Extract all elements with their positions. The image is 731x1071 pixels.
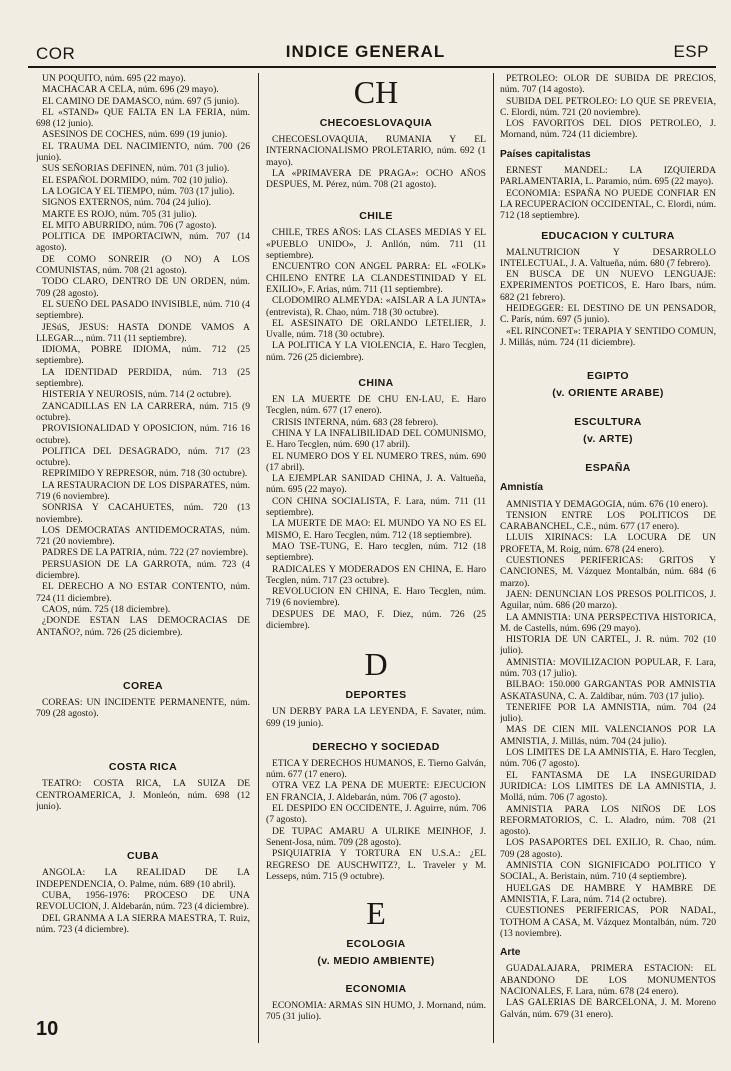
index-entry: TEATRO: COSTA RICA, LA SUIZA DE CENTROAMERICA, J. Monleón, núm. 698 (12 junio). — [36, 778, 250, 813]
spacer — [266, 631, 486, 645]
index-entry: DESPUES DE MAO, F. Diez, núm. 726 (25 diciembre). — [266, 608, 486, 631]
page-number: 10 — [36, 1018, 59, 1040]
section-see-also: (v. ARTE) — [583, 433, 633, 446]
index-entry: HUELGAS DE HAMBRE Y HAMBRE DE AMNISTIA, F. Lara, núm. 714 (2 octubre). — [500, 882, 716, 905]
spacer — [36, 812, 250, 842]
index-entry: DEL GRANMA A LA SIERRA MAESTRA, T. Ruiz, núm. 723 (4 diciembre). — [36, 912, 250, 935]
column-divider-2 — [493, 73, 494, 1043]
index-entry: PERSUASION DE LA GARROTA, núm. 723 (4 diciembre). — [36, 558, 250, 582]
spacer — [500, 404, 716, 408]
index-entry: PROVISIONALIDAD Y OPOSICION, núm. 716 16 octubre). — [36, 423, 250, 446]
section-heading: EGIPTO — [587, 370, 629, 383]
index-entry: EN LA MUERTE DE CHU EN-LAU, E. Haro Tecglen, núm. 677 (17 enero). — [266, 394, 486, 417]
index-entry: EL DESPIDO EN OCCIDENTE, J. Aguirre, núm. 706 (7 agosto). — [266, 803, 486, 826]
spacer — [266, 972, 486, 975]
index-entry: MACHACAR A CELA, núm. 696 (29 mayo). — [42, 84, 219, 96]
spacer — [266, 190, 486, 202]
header-rule — [28, 66, 716, 68]
index-entry: ENCUENTRO CON ANGEL PARRA: EL «FOLK» CHILENO ENTRE LA CLANDESTINIDAD Y EL EXILIO», F. Arias, núm. 711 (11 septiembre). — [266, 261, 486, 295]
section-heading: CHILE — [359, 210, 393, 223]
index-entry: EL MITO ABURRIDO, núm. 706 (7 agosto). — [42, 219, 217, 231]
spacer — [500, 450, 716, 454]
index-entry: EL SUEÑO DEL PASADO INVISIBLE, núm. 710 (4 septiembre). — [36, 298, 250, 322]
index-entry: UN POQUITO, núm. 695 (22 mayo). — [42, 73, 186, 84]
section-heading: DEPORTES — [345, 689, 407, 702]
index-entry: LA POLITICA Y LA VIOLENCIA, E. Haro Tecglen, núm. 726 (25 diciembre). — [266, 340, 486, 363]
section-heading: CHECOESLOVAQUIA — [319, 117, 433, 129]
index-entry: AMNISTIA CON SIGNIFICADO POLITICO Y SOCIAL, A. Beristain, núm. 710 (4 septiembre). — [500, 860, 716, 883]
index-entry: MAS DE CIEN MIL VALENCIANOS POR LA AMNISTIA, J. Millás, núm. 704 (24 julio). — [500, 724, 716, 747]
index-entry: MAO TSE-TUNG, E. Haro tecglen, núm. 712 (18 septiembre). — [266, 540, 486, 564]
index-entry: LA IDENTIDAD PERDIDA, núm. 713 (25 septiembre). — [36, 366, 250, 390]
index-entry: EL CAMINO DE DAMASCO, núm. 697 (5 junio). — [42, 95, 240, 107]
index-entry: RADICALES Y MODERADOS EN CHINA, E. Haro Tecglen, núm. 717 (23 octubre). — [266, 563, 486, 586]
index-entry: EL ESPAÑOL DORMIDO, núm. 702 (10 julio). — [42, 174, 228, 186]
index-entry: EL ASESINATO DE ORLANDO LETELIER, J. Uvalle, núm. 718 (30 octubre). — [266, 317, 486, 341]
column-divider-1 — [258, 73, 259, 1043]
header-title: INDICE GENERAL — [285, 42, 446, 61]
section-heading: ESPAÑA — [585, 462, 631, 475]
index-entry: TENERIFE POR LA AMNISTIA, núm. 704 (24 julio). — [500, 701, 716, 725]
index-entry: CUBA, 1956-1976: PROCESO DE UNA REVOLUCION, J. Aldebarán, núm. 723 (4 diciembre). — [36, 889, 250, 913]
index-entry: CUESTIONES PERIFERICAS: GRITOS Y CANCIONES, M. Vázquez Montalbán, núm. 684 (6 marzo). — [500, 555, 716, 589]
index-entry: SIGNOS EXTERNOS, núm. 704 (24 julio). — [42, 197, 211, 209]
letter-heading: E — [366, 895, 386, 932]
section-heading: DERECHO Y SOCIEDAD — [312, 740, 440, 753]
subsection-heading: Países capitalistas — [500, 148, 591, 160]
index-entry: JAEN: DENUNCIAN LOS PRESOS POLITICOS, J. Aguilar, núm. 686 (20 marzo). — [500, 588, 716, 612]
index-entry: LA «PRIMAVERA DE PRAGA»: OCHO AÑOS DESPUES, M. Pérez, núm. 708 (21 agosto). — [266, 167, 486, 191]
index-entry: ECONOMIA: ESPAÑA NO PUEDE CONFIAR EN LA RECUPERACION OCCIDENTAL, C. Elordi, núm. 712 (18 septiembre). — [500, 187, 716, 222]
index-entry: LAS GALERIAS DE BARCELONA, J. M. Moreno Galván, núm. 679 (31 enero). — [500, 997, 716, 1020]
index-entry: SUS SEÑORIAS DEFINEN, núm. 701 (3 julio). — [42, 163, 230, 175]
index-entry: SUBIDA DEL PETROLEO: LO QUE SE PREVEIA, C. Elordi, núm. 721 (20 noviembre). — [500, 95, 716, 118]
index-entry: BILBAO: 150.000 GARGANTAS POR AMNISTIA ASKATASUNA, C. A. Zaldíbar, núm. 703 (17 julio). — [500, 679, 716, 702]
index-entry: COREAS: UN INCIDENTE PERMANENTE, núm. 709 (28 agosto). — [36, 696, 250, 720]
index-entry: JESúS, JESUS: HASTA DONDE VAMOS A LLEGAR..., núm. 711 (11 septiembre). — [36, 321, 250, 344]
subsection-heading: Amnistía — [500, 482, 544, 494]
spacer — [266, 363, 486, 369]
index-entry: POLITICA DEL DESAGRADO, núm. 717 (23 octubre). — [36, 445, 250, 469]
section-heading: CUBA — [127, 850, 159, 863]
index-entry: PSIQUIATRIA Y TORTURA EN U.S.A.: ¿EL REGRESO DE AUSCHWITZ?, L. Traveler y M. Lesseps, núm. 715 (9 octubre). — [266, 848, 486, 882]
index-entry: CUESTIONES PERIFERICAS, POR NADAL, TOTHOM A CASA, M. Vázquez Montalbán, núm. 720 (13 noviembre). — [500, 905, 716, 939]
index-entry: OTRA VEZ LA PENA DE MUERTE: EJECUCION EN FRANCIA, J. Aldebarán, núm. 706 (7 agosto). — [266, 780, 486, 803]
index-entry: EL «STAND» QUE FALTA EN LA FERIA, núm. 698 (12 junio). — [36, 106, 250, 130]
spacer — [266, 882, 486, 894]
index-entry: EL NUMERO DOS Y EL NUMERO TRES, núm. 690 (17 abril). — [266, 450, 486, 473]
index-entry: REVOLUCION EN CHINA, E. Haro Tecglen, núm. 719 (6 noviembre). — [266, 586, 486, 609]
index-entry: PADRES DE LA PATRIA, núm. 722 (27 noviembre). — [42, 547, 249, 559]
index-entry: AMNISTIA PARA LOS NIÑOS DE LOS REFORMATORIOS, C. L. Aladro, núm. 708 (21 agosto). — [500, 803, 716, 838]
index-entry: HEIDEGGER: EL DESTINO DE UN PENSADOR, C. París, núm. 697 (5 junio). — [500, 303, 716, 326]
letter-heading: D — [364, 646, 388, 683]
index-entry: HISTORIA DE UN CARTEL, J. R. núm. 702 (10 julio). — [500, 634, 716, 657]
index-entry: LOS FAVORITOS DEL DIOS PETROLEO, J. Mornand, núm. 724 (11 diciembre). — [500, 118, 716, 141]
index-entry: CAOS, núm. 725 (18 diciembre). — [42, 603, 171, 615]
index-entry: DE TUPAC AMARU A ULRIKE MEINHOF, J. Senent-Josa, núm. 709 (28 agosto). — [266, 825, 486, 848]
section-heading: ESCULTURA — [574, 416, 642, 429]
index-entry: LA RESTAURACION DE LOS DISPARATES, núm. 719 (6 noviembre). — [36, 479, 250, 502]
column-2 — [266, 73, 486, 1043]
index-entry: PETROLEO: OLOR DE SUBIDA DE PRECIOS, núm. 707 (14 agosto). — [500, 73, 716, 96]
section-heading: COREA — [123, 679, 163, 692]
header-right: ESP — [673, 42, 709, 61]
spacer — [36, 719, 250, 753]
spacer — [266, 729, 486, 733]
index-entry: GUADALAJARA, PRIMERA ESTACION: EL ABANDONO DE LOS MONUMENTOS NACIONALES, F. Lara, núm. 678 (24 enero). — [500, 963, 716, 997]
index-entry: LOS PASAPORTES DEL EXILIO, R. Chao, núm. 709 (28 agosto). — [500, 837, 716, 860]
index-entry: ETICA Y DERECHOS HUMANOS, E. Tierno Galván, núm. 677 (17 enero). — [266, 757, 486, 781]
index-entry: ANGOLA: LA REALIDAD DE LA INDEPENDENCIA, O. Palme, núm. 689 (10 abril). — [36, 867, 250, 890]
index-entry: SONRISA Y CACAHUETES, núm. 720 (13 noviembre). — [36, 502, 250, 525]
section-heading: EDUCACION Y CULTURA — [541, 229, 675, 242]
index-entry: ECONOMIA: ARMAS SIN HUMO, J. Mornand, núm. 705 (31 julio). — [266, 1000, 486, 1023]
index-entry: HISTERIA Y NEUROSIS, núm. 714 (2 octubre). — [42, 389, 232, 401]
index-entry: UN DERBY PARA LA LEYENDA, F. Savater, núm. 699 (19 junio). — [266, 706, 486, 729]
section-see-also: (v. MEDIO AMBIENTE) — [317, 955, 435, 968]
index-entry: LA LOGICA Y EL TIEMPO, núm. 703 (17 julio). — [42, 185, 235, 197]
index-entry: DE COMO SONREIR (O NO) A LOS COMUNISTAS, núm. 708 (21 agosto). — [36, 253, 250, 277]
index-entry: TODO CLARO, DENTRO DE UN ORDEN, núm. 709 (28 agosto). — [36, 276, 250, 299]
index-entry: LOS LIMITES DE LA AMNISTIA, E. Haro Tecglen, núm. 706 (7 agosto). — [500, 747, 716, 770]
index-entry: LA MUERTE DE MAO: EL MUNDO YA NO ES EL MISMO, E. Haro Tecglen, núm. 712 (18 septiembre). — [266, 518, 486, 541]
index-entry: EL TRAUMA DEL NACIMIENTO, núm. 700 (26 junio). — [36, 140, 250, 164]
index-entry: REPRIMIDO Y REPRESOR, núm. 718 (30 octubre). — [42, 468, 248, 480]
index-entry: «EL RINCONET»: TERAPIA Y SENTIDO COMUN, J. Millás, núm. 724 (11 diciembre). — [500, 325, 716, 348]
index-entry: TENSION ENTRE LOS POLITICOS DE CARABANCHEL, C.E., núm. 677 (17 enero). — [500, 509, 716, 533]
section-heading: ECONOMIA — [345, 983, 407, 996]
index-entry: CHILE, TRES AÑOS: LAS CLASES MEDIAS Y EL «PUEBLO UNIDO», J. Anllón, núm. 711 (11 septiembre). — [266, 227, 486, 262]
index-entry: ASESINOS DE COCHES, núm. 699 (19 junio). — [42, 129, 228, 141]
index-entry: ZANCADILLAS EN LA CARRERA, núm. 715 (9 octubre). — [36, 400, 250, 423]
index-entry: AMNISTIA Y DEMAGOGIA, núm. 676 (10 enero). — [506, 498, 709, 510]
index-entry: LLUIS XIRINACS: LA LOCURA DE UN PROFETA, M. Roig, núm. 678 (24 enero). — [500, 532, 716, 555]
index-entry: EL DERECHO A NO ESTAR CONTENTO, núm. 724 (11 diciembre). — [36, 581, 250, 604]
letter-heading: CH — [353, 74, 399, 110]
index-entry: CHINA Y LA INFALIBILIDAD DEL COMUNISMO, E. Haro Tecglen, núm. 690 (17 abril). — [266, 427, 486, 451]
header-left: COR — [36, 44, 76, 63]
section-heading: COSTA RICA — [108, 761, 178, 774]
section-heading: ECOLOGIA — [346, 938, 406, 951]
spacer — [36, 638, 250, 672]
index-entry: POLITICA DE IMPORTACIWN, núm. 707 (14 agosto). — [36, 231, 250, 254]
index-entry: LA EJEMPLAR SANIDAD CHINA, J. A. Valtueña, núm. 695 (22 mayo). — [266, 473, 486, 496]
index-entry: MARTE ES ROJO, núm. 705 (31 julio). — [42, 208, 197, 220]
index-entry: AMNISTIA: MOVILIZACION POPULAR, F. Lara, núm. 703 (17 julio). — [500, 656, 716, 679]
index-entry: EL FANTASMA DE LA INSEGURIDAD JURIDICA: LOS LIMITES DE LA AMNISTIA, J. Mollá, núm. 706 (7 agosto). — [500, 769, 716, 804]
index-entry: MALNUTRICION Y DESARROLLO INTELECTUAL, J. A. Valtueña, núm. 680 (7 febrero). — [500, 246, 716, 269]
index-entry: ERNEST MANDEL: LA IZQUIERDA PARLAMENTARIA, L. Paramio, núm. 695 (22 mayo). — [500, 165, 716, 188]
section-see-also: (v. ORIENTE ARABE) — [552, 387, 664, 400]
page-header — [0, 0, 731, 70]
index-entry: CRISIS INTERNA, núm. 683 (28 febrero). — [272, 416, 439, 428]
index-entry: LOS DEMOCRATAS ANTIDEMOCRATAS, núm. 721 (20 noviembre). — [36, 524, 250, 548]
index-entry: CON CHINA SOCIALISTA, F. Lara, núm. 711 (11 septiembre). — [266, 495, 486, 519]
index-entry: EN BUSCA DE UN NUEVO LENGUAJE: EXPERIMENTOS POETICOS, E. Haro Ibars, núm. 682 (21 febrero). — [500, 269, 716, 303]
index-entry: CLODOMIRO ALMEYDA: «AISLAR A LA JUNTA» (entrevista), R. Chao, núm. 718 (30 octubre). — [266, 295, 486, 318]
column-3 — [500, 73, 716, 1043]
subsection-heading: Arte — [500, 947, 521, 959]
spacer — [500, 348, 716, 362]
section-heading: CHINA — [358, 377, 394, 390]
index-entry: IDIOMA, POBRE IDIOMA, núm. 712 (25 septiembre). — [36, 344, 250, 367]
index-entry: CHECOESLOVAQUIA, RUMANIA Y EL INTERNACIONALISMO PROLETARIO, núm. 692 (1 mayo). — [266, 134, 486, 168]
column-1 — [36, 73, 250, 1043]
index-entry: LA AMNISTIA: UNA PERSPECTIVA HISTORICA, M. de Castells, núm. 696 (29 mayo). — [500, 611, 716, 634]
index-entry: ¿DONDE ESTAN LAS DEMOCRACIAS DE ANTAÑO?, núm. 726 (25 diciembre). — [36, 615, 250, 638]
